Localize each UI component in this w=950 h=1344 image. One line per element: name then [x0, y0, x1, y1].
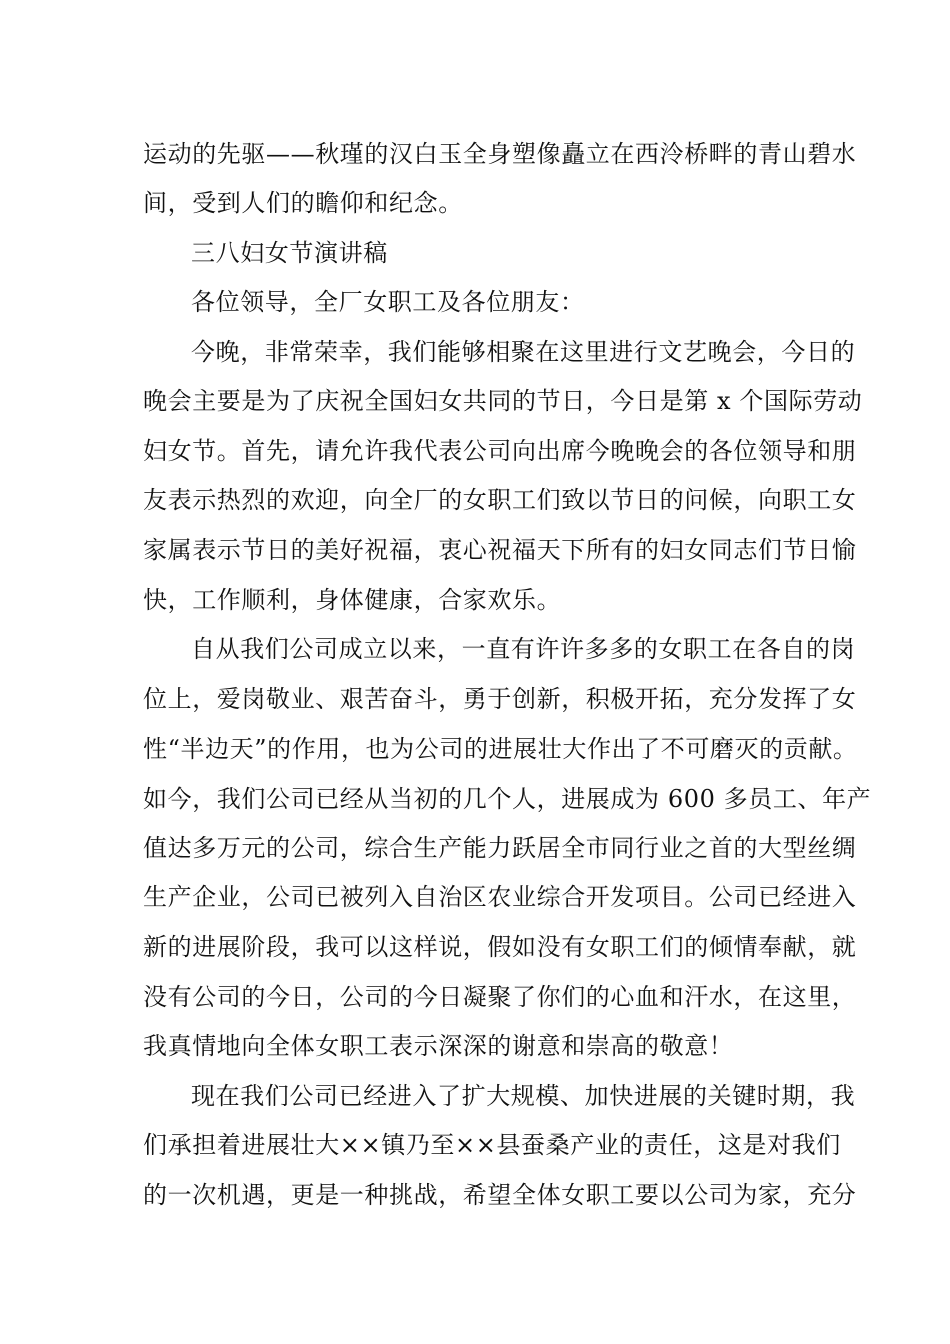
text-line: 友表示热烈的欢迎，向全厂的女职工们致以节日的问候，向职工女 — [143, 486, 857, 514]
text-line: 晚会主要是为了庆祝全国妇女共同的节日，今日是第 x 个国际劳动 — [143, 387, 863, 415]
section-title: 三八妇女节演讲稿 — [191, 239, 388, 267]
text-line: 们承担着进展壮大××镇乃至××县蚕桑产业的责任，这是对我们 — [143, 1131, 841, 1159]
text-line: 值达多万元的公司，综合生产能力跃居全市同行业之首的大型丝绸 — [143, 834, 857, 862]
text-line: 如今，我们公司已经从当初的几个人，进展成为 600 多员工、年产 — [143, 785, 872, 813]
text-line: 间，受到人们的瞻仰和纪念。 — [143, 189, 463, 217]
text-line: 妇女节。首先，请允许我代表公司向出席今晚晚会的各位领导和朋 — [143, 437, 857, 465]
text-line: 运动的先驱——秋瑾的汉白玉全身塑像矗立在西泠桥畔的青山碧水 — [143, 140, 857, 168]
text-line: 快，工作顺利，身体健康，合家欢乐。 — [143, 586, 562, 614]
text-line: 性“半边天”的作用，也为公司的进展壮大作出了不可磨灭的贡献。 — [143, 735, 858, 763]
text-line: 的一次机遇，更是一种挑战，希望全体女职工要以公司为家，充分 — [143, 1181, 857, 1209]
text-line: 没有公司的今日，公司的今日凝聚了你们的心血和汗水，在这里， — [143, 983, 857, 1011]
text-line: 位上，爱岗敬业、艰苦奋斗，勇于创新，积极开拓，充分发挥了女 — [143, 685, 857, 713]
text-line: 现在我们公司已经进入了扩大规模、加快进展的关键时期，我 — [191, 1082, 856, 1110]
text-line: 我真情地向全体女职工表示深深的谢意和崇高的敬意！ — [143, 1032, 734, 1060]
text-line: 家属表示节日的美好祝福，衷心祝福天下所有的妇女同志们节日愉 — [143, 536, 857, 564]
text-line: 生产企业，公司已被列入自治区农业综合开发项目。公司已经进入 — [143, 883, 857, 911]
text-line: 新的进展阶段，我可以这样说，假如没有女职工们的倾情奉献，就 — [143, 933, 857, 961]
salutation: 各位领导，全厂女职工及各位朋友： — [191, 288, 585, 316]
text-line: 自从我们公司成立以来，一直有许许多多的女职工在各自的岗 — [191, 635, 856, 663]
text-line: 今晚，非常荣幸，我们能够相聚在这里进行文艺晚会，今日的 — [191, 338, 856, 366]
